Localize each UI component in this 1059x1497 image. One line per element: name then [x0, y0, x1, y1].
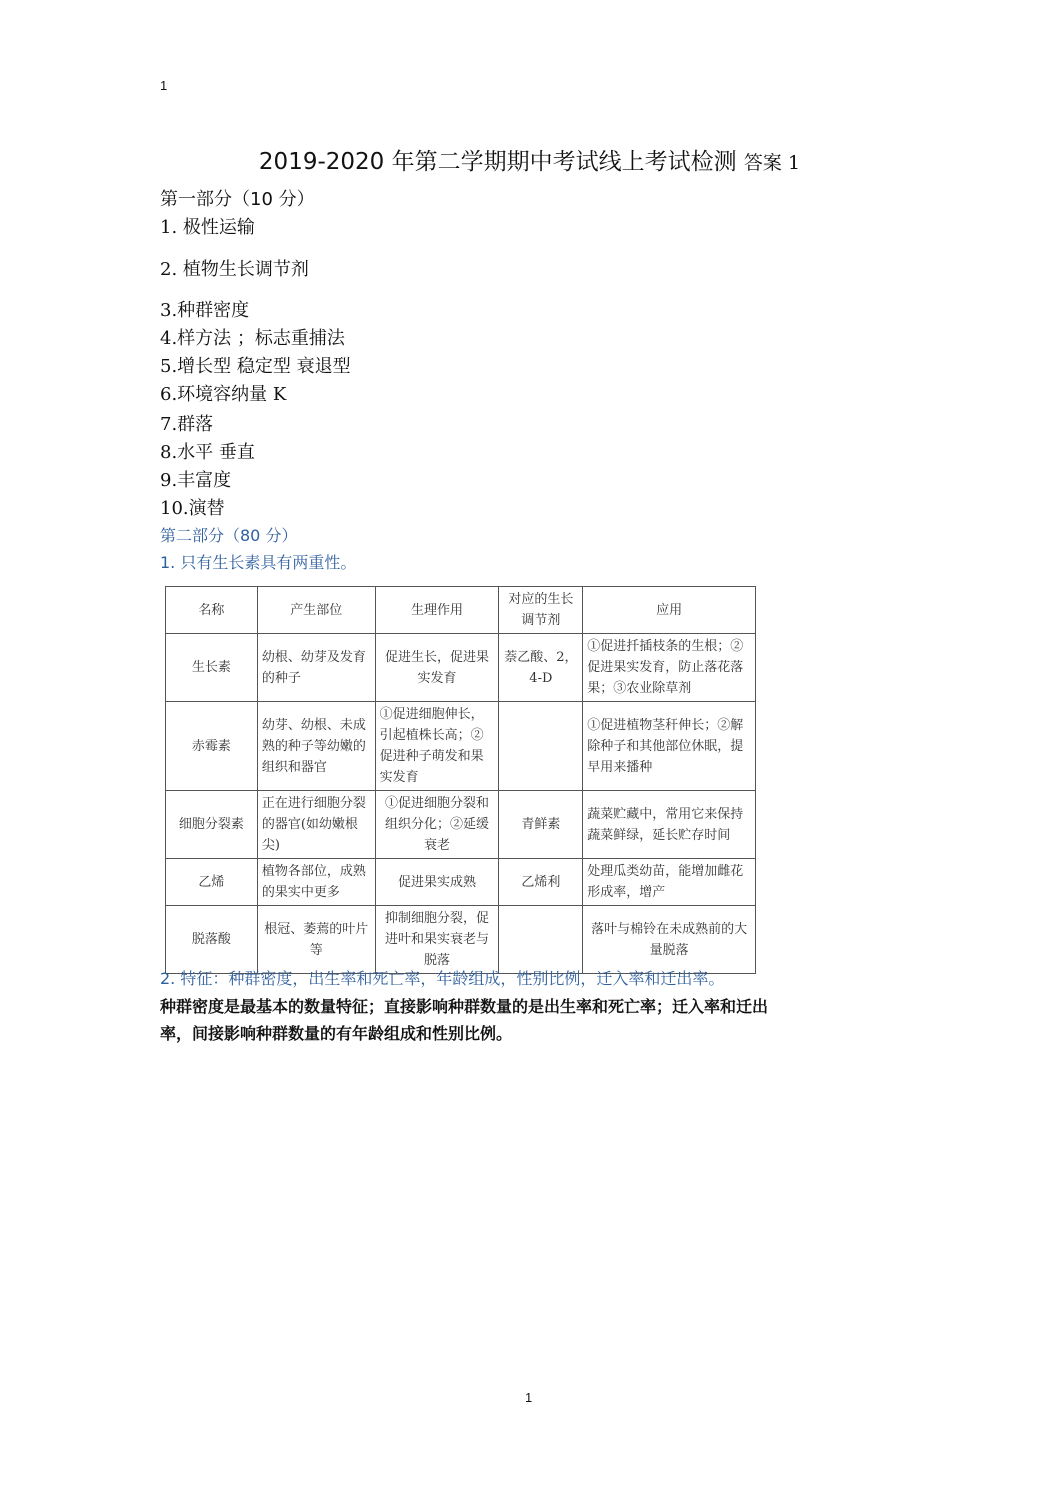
table-cell: 生长素	[166, 634, 258, 702]
part1-heading: 第一部分（10 分）	[160, 189, 315, 210]
part2-heading: 第二部分（80 分）	[160, 526, 298, 545]
table-header-cell: 对应的生长调节剂	[499, 587, 583, 634]
table-cell: 根冠、萎蔫的叶片等	[257, 906, 375, 974]
table-cell: 乙烯	[166, 859, 258, 906]
table-cell: 赤霉素	[166, 702, 258, 791]
answer-item: 7.群落	[160, 414, 214, 435]
footer-page-number: 1	[525, 1390, 533, 1405]
table-row	[166, 859, 756, 906]
part2-q2-bold-line: 率，间接影响种群数量的有年龄组成和性别比例。	[160, 1024, 513, 1043]
table-row	[166, 791, 756, 859]
answer-item: 10.演替	[160, 498, 225, 519]
part2-q2-bold-line: 种群密度是最基本的数量特征；直接影响种群数量的是出生率和死亡率；迁入率和迁出	[160, 997, 769, 1016]
part2-q2: 2. 特征：种群密度，出生率和死亡率，年龄组成，性别比例，迁入率和迁出率。	[160, 969, 725, 988]
answer-item: 1. 极性运输	[160, 217, 255, 238]
table-cell: 正在进行细胞分裂的器官(如幼嫩根尖)	[257, 791, 375, 859]
table-cell: 处理瓜类幼苗，能增加雌花形成率，增产	[583, 859, 756, 906]
answer-item: 4.样方法 ；标志重捕法	[160, 328, 345, 349]
answer-item: 8.水平 垂直	[160, 442, 255, 463]
table-header-cell: 产生部位	[257, 587, 375, 634]
table-cell: ①促进细胞分裂和组织分化；②延缓衰老	[375, 791, 499, 859]
table-cell: 抑制细胞分裂，促进叶和果实衰老与脱落	[375, 906, 499, 974]
document-title	[0, 143, 1059, 176]
answer-item: 3.种群密度	[160, 300, 250, 321]
table-cell: 促进生长，促进果实发育	[375, 634, 499, 702]
table-header-row	[166, 587, 756, 634]
answer-item: 9.丰富度	[160, 470, 232, 491]
table-row	[166, 634, 756, 702]
table-header-cell: 名称	[166, 587, 258, 634]
table-header-cell: 应用	[583, 587, 756, 634]
table-cell: 落叶与棉铃在未成熟前的大量脱落	[583, 906, 756, 974]
table-cell: ①促进扦插枝条的生根；②促进果实发育，防止落花落果；③农业除草剂	[583, 634, 756, 702]
title-main: 2019-2020 年第二学期期中考试线上考试检测	[258, 149, 737, 175]
header-page-number: 1	[160, 78, 168, 93]
table-cell: 脱落酸	[166, 906, 258, 974]
table-row	[166, 702, 756, 791]
answer-item: 2. 植物生长调节剂	[160, 259, 309, 280]
table-cell: 乙烯利	[499, 859, 583, 906]
title-suffix: 答案 1	[743, 152, 801, 174]
table-cell: 蔬菜贮藏中，常用它来保持蔬菜鲜绿，延长贮存时间	[583, 791, 756, 859]
table-cell	[499, 906, 583, 974]
table-cell: 细胞分裂素	[166, 791, 258, 859]
table-cell: 萘乙酸、2，4-D	[499, 634, 583, 702]
table-cell: ①促进细胞伸长，引起植株长高；②促进种子萌发和果实发育	[375, 702, 499, 791]
hormone-table	[165, 586, 756, 974]
table-header-cell: 生理作用	[375, 587, 499, 634]
answer-item: 5.增长型 稳定型 衰退型	[160, 356, 351, 377]
table-cell: 幼芽、幼根、未成熟的种子等幼嫩的组织和器官	[257, 702, 375, 791]
table-cell: 青鲜素	[499, 791, 583, 859]
table-cell: 幼根、幼芽及发育的种子	[257, 634, 375, 702]
table-row	[166, 906, 756, 974]
answer-item: 6.环境容纳量 K	[160, 384, 287, 405]
table-cell: 促进果实成熟	[375, 859, 499, 906]
table-cell: 植物各部位，成熟的果实中更多	[257, 859, 375, 906]
table-cell: ①促进植物茎秆伸长；②解除种子和其他部位休眠，提早用来播种	[583, 702, 756, 791]
part2-q1: 1. 只有生长素具有两重性。	[160, 553, 357, 572]
table-cell	[499, 702, 583, 791]
